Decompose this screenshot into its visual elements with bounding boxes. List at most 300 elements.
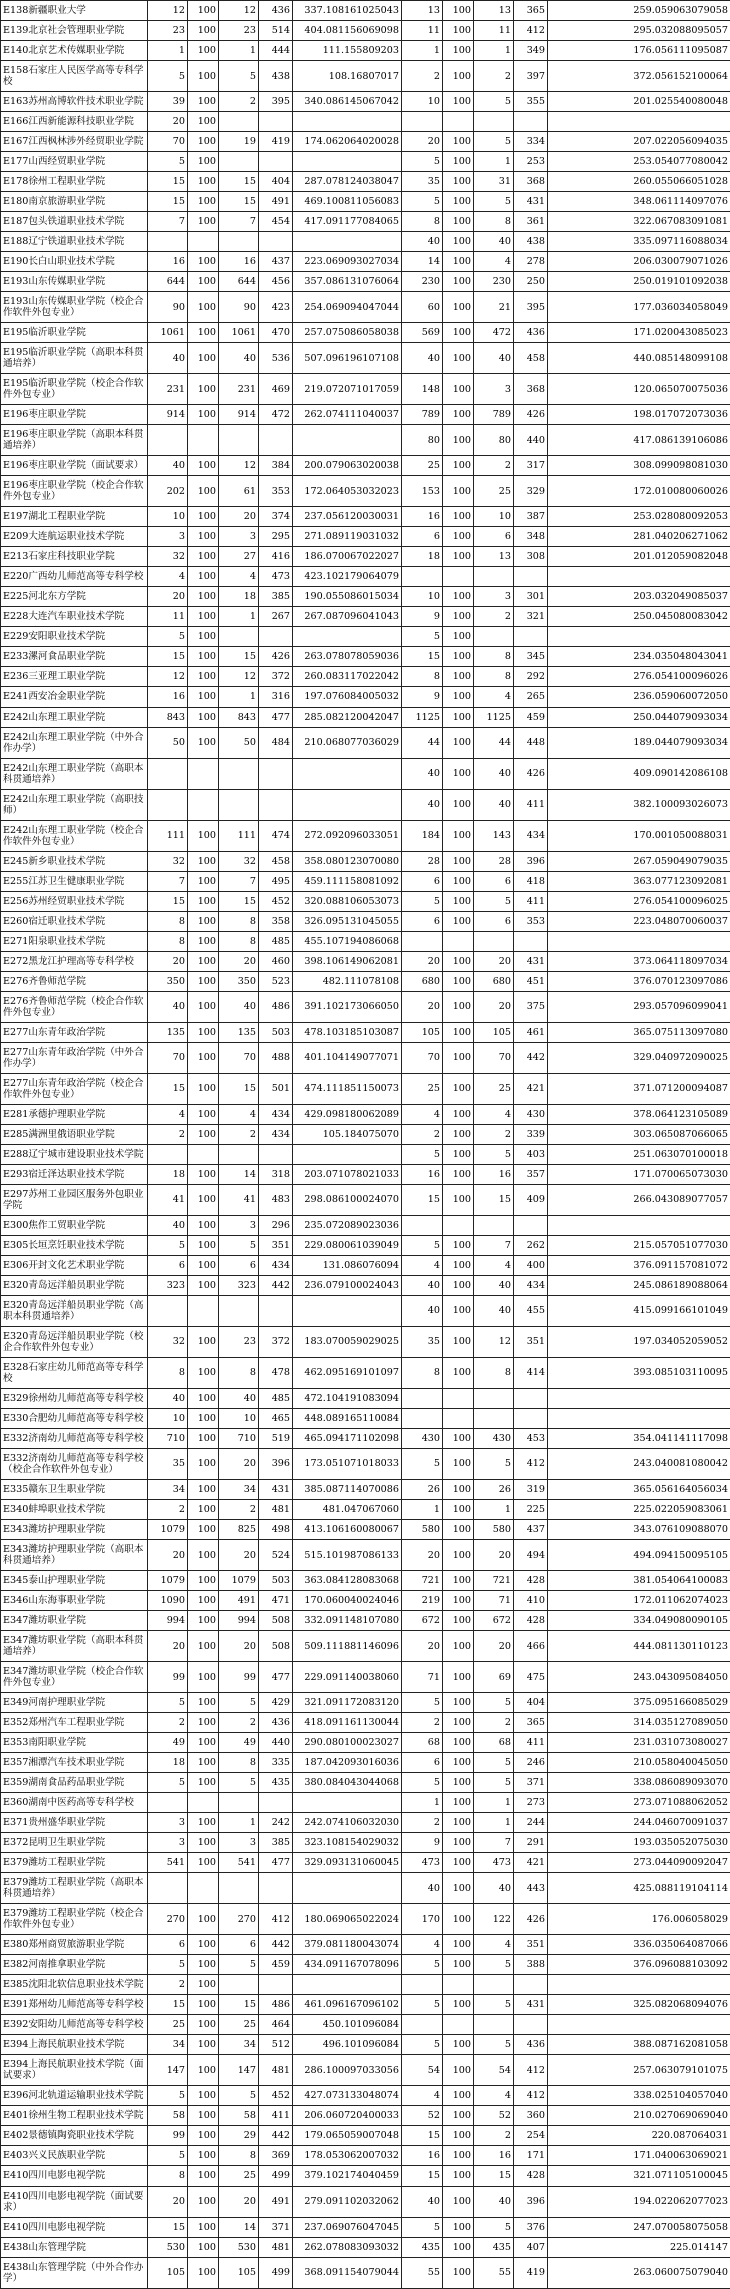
value-cell: 131.086076094: [293, 1255, 402, 1275]
value-cell: 2: [148, 1975, 188, 1995]
school-name-cell: E438山东管理学院（中外合作办学）: [1, 2257, 148, 2288]
value-cell: 2: [474, 456, 514, 476]
value-cell: 351: [514, 1326, 548, 1357]
value-cell: [293, 627, 402, 647]
school-name-cell: E166江西新能源科技职业学院: [1, 112, 148, 132]
value-cell: 28: [474, 851, 514, 871]
value-cell: 1: [474, 152, 514, 172]
value-cell: 237.056120030031: [293, 507, 402, 527]
value-cell: 180.069065022024: [293, 1904, 402, 1935]
value-cell: 153: [402, 476, 443, 507]
value-cell: 229.091140038060: [293, 1662, 402, 1693]
value-cell: 203.032049085037: [548, 587, 730, 607]
school-name-cell: E320青岛远洋船员职业学院: [1, 1275, 148, 1295]
school-name-cell: E197湖北工程职业学院: [1, 507, 148, 527]
table-row: [1, 931, 730, 951]
table-row: [1, 1235, 730, 1255]
value-cell: 507.096196107108: [293, 343, 402, 374]
value-cell: 8: [474, 1357, 514, 1388]
value-cell: 456: [259, 272, 293, 292]
value-cell: 332.091148107080: [293, 1611, 402, 1631]
value-cell: 15: [402, 1184, 443, 1215]
value-cell: 5: [148, 2146, 188, 2166]
value-cell: 407: [514, 2237, 548, 2257]
value-cell: [219, 1793, 259, 1813]
value-cell: 7: [148, 871, 188, 891]
value-cell: 44: [402, 727, 443, 758]
table-row: [1, 2086, 730, 2106]
value-cell: 4: [474, 1935, 514, 1955]
school-name-cell: E225河北东方学院: [1, 587, 148, 607]
table-row: [1, 871, 730, 891]
value-cell: 40: [402, 758, 443, 789]
value-cell: 5: [148, 1955, 188, 1975]
value-cell: 397: [514, 61, 548, 92]
value-cell: 477: [259, 1853, 293, 1873]
value-cell: 320.088106053073: [293, 891, 402, 911]
value-cell: 40: [474, 343, 514, 374]
value-cell: 5: [219, 1693, 259, 1713]
value-cell: 290.080100023027: [293, 1733, 402, 1753]
value-cell: 3: [474, 587, 514, 607]
value-cell: [219, 1975, 259, 1995]
value-cell: 171: [514, 2146, 548, 2166]
school-name-cell: E403兴义民族职业学院: [1, 2146, 148, 2166]
value-cell: 100: [188, 891, 219, 911]
value-cell: [443, 931, 474, 951]
value-cell: 287.078124038047: [293, 172, 402, 192]
value-cell: 100: [443, 1428, 474, 1448]
table-row: [1, 92, 730, 112]
value-cell: 105: [402, 1022, 443, 1042]
value-cell: [188, 232, 219, 252]
value-cell: 426: [514, 1904, 548, 1935]
table-row: [1, 707, 730, 727]
value-cell: 100: [443, 547, 474, 567]
value-cell: 9: [402, 1833, 443, 1853]
school-name-cell: E360湖南中医药高等专科学校: [1, 1793, 148, 1813]
value-cell: 100: [188, 1631, 219, 1662]
value-cell: 436: [259, 1, 293, 21]
value-cell: [259, 152, 293, 172]
value-cell: [443, 1388, 474, 1408]
value-cell: 2: [402, 1124, 443, 1144]
school-name-cell: E394上海民航职业技术学院: [1, 2035, 148, 2055]
value-cell: 365: [514, 1713, 548, 1733]
value-cell: 404: [259, 172, 293, 192]
value-cell: 15: [148, 1995, 188, 2015]
value-cell: 254: [514, 2126, 548, 2146]
value-cell: 5: [474, 891, 514, 911]
value-cell: 100: [443, 1, 474, 21]
value-cell: 5: [219, 2086, 259, 2106]
table-row: [1, 789, 730, 820]
value-cell: 371: [514, 1773, 548, 1793]
value-cell: 5: [219, 1773, 259, 1793]
value-cell: 236.059060072050: [548, 687, 730, 707]
school-name-cell: E392安阳幼儿师范高等专科学校: [1, 2015, 148, 2035]
value-cell: 9: [402, 607, 443, 627]
school-name-cell: E196枣庄职业学院（校企合作软件外包专业）: [1, 476, 148, 507]
value-cell: 6: [219, 1255, 259, 1275]
value-cell: 396: [259, 1448, 293, 1479]
table-row: [1, 1571, 730, 1591]
value-cell: 412: [514, 2086, 548, 2106]
school-name-cell: E300焦作工贸职业学院: [1, 1215, 148, 1235]
value-cell: 371: [259, 2217, 293, 2237]
table-row: [1, 2166, 730, 2186]
value-cell: [402, 931, 443, 951]
school-name-cell: E276齐鲁师范学院: [1, 971, 148, 991]
value-cell: 225.022059083061: [548, 1500, 730, 1520]
table-row: [1, 2055, 730, 2086]
value-cell: 335.097116088034: [548, 232, 730, 252]
value-cell: 100: [188, 1904, 219, 1935]
value-cell: [402, 567, 443, 587]
table-row: [1, 1662, 730, 1693]
value-cell: 100: [443, 1733, 474, 1753]
value-cell: 379.081180043074: [293, 1935, 402, 1955]
value-cell: 3: [219, 527, 259, 547]
value-cell: 444: [259, 41, 293, 61]
value-cell: 100: [443, 871, 474, 891]
value-cell: 23: [219, 1326, 259, 1357]
value-cell: 423: [259, 292, 293, 323]
value-cell: [293, 758, 402, 789]
value-cell: 25: [474, 476, 514, 507]
value-cell: [148, 425, 188, 456]
value-cell: 100: [188, 1215, 219, 1235]
value-cell: 2: [219, 1124, 259, 1144]
table-row: [1, 1813, 730, 1833]
value-cell: 508: [259, 1631, 293, 1662]
table-row: [1, 627, 730, 647]
value-cell: 200.079063020038: [293, 456, 402, 476]
value-cell: 100: [188, 2217, 219, 2237]
value-cell: 8: [219, 911, 259, 931]
value-cell: 498: [259, 1520, 293, 1540]
table-row: [1, 1733, 730, 1753]
value-cell: 376.096088103092: [548, 1955, 730, 1975]
value-cell: 1: [402, 1793, 443, 1813]
value-cell: 329.093131060045: [293, 1853, 402, 1873]
value-cell: 11: [148, 607, 188, 627]
value-cell: 20: [148, 2186, 188, 2217]
table-row: [1, 1873, 730, 1904]
value-cell: 381.054064100083: [548, 1571, 730, 1591]
value-cell: 100: [188, 851, 219, 871]
value-cell: 260.083117022042: [293, 667, 402, 687]
value-cell: 250.045080083042: [548, 607, 730, 627]
value-cell: 6: [474, 911, 514, 931]
value-cell: 100: [188, 374, 219, 405]
school-name-cell: E379潍坊工程职业学院: [1, 1853, 148, 1873]
value-cell: 55: [402, 2257, 443, 2288]
value-cell: 453: [514, 1428, 548, 1448]
value-cell: 499: [259, 2166, 293, 2186]
school-name-cell: E410四川电影电视学院: [1, 2217, 148, 2237]
value-cell: 462.095169101097: [293, 1357, 402, 1388]
value-cell: [259, 1144, 293, 1164]
table-row: [1, 851, 730, 871]
value-cell: 70: [474, 1042, 514, 1073]
value-cell: 172.064053032023: [293, 476, 402, 507]
value-cell: 100: [443, 1235, 474, 1255]
school-name-cell: E242山东理工职业学院（中外合作办学）: [1, 727, 148, 758]
value-cell: 100: [443, 1326, 474, 1357]
value-cell: 1: [474, 1500, 514, 1520]
value-cell: 338.086089093070: [548, 1773, 730, 1793]
value-cell: [219, 789, 259, 820]
value-cell: 100: [443, 1540, 474, 1571]
value-cell: [148, 1144, 188, 1164]
value-cell: 100: [443, 1073, 474, 1104]
table-row: [1, 2126, 730, 2146]
value-cell: [293, 152, 402, 172]
value-cell: 13: [474, 547, 514, 567]
value-cell: 5: [474, 1693, 514, 1713]
value-cell: 71: [474, 1591, 514, 1611]
value-cell: 474: [259, 820, 293, 851]
value-cell: 440.085148099108: [548, 343, 730, 374]
school-name-cell: E385沈阳北软信息职业技术学院: [1, 1975, 148, 1995]
value-cell: 100: [443, 1611, 474, 1631]
value-cell: 189.044079093034: [548, 727, 730, 758]
value-cell: 100: [188, 2035, 219, 2055]
value-cell: [474, 1408, 514, 1428]
school-name-cell: E372昆明卫生职业学院: [1, 1833, 148, 1853]
value-cell: 100: [443, 2166, 474, 2186]
table-row: [1, 1022, 730, 1042]
value-cell: 412: [514, 2055, 548, 2086]
value-cell: 18: [219, 587, 259, 607]
value-cell: 580: [402, 1520, 443, 1540]
value-cell: 477: [259, 707, 293, 727]
value-cell: 40: [474, 232, 514, 252]
value-cell: 25: [474, 1073, 514, 1104]
value-cell: 15: [148, 2217, 188, 2237]
value-cell: 100: [443, 2146, 474, 2166]
value-cell: [474, 567, 514, 587]
value-cell: 452: [259, 891, 293, 911]
table-row: [1, 1480, 730, 1500]
table-row: [1, 1184, 730, 1215]
value-cell: 100: [188, 476, 219, 507]
value-cell: 281.040206271062: [548, 527, 730, 547]
value-cell: 5: [474, 1448, 514, 1479]
value-cell: 100: [188, 1662, 219, 1693]
table-row: [1, 2035, 730, 2055]
value-cell: 230: [474, 272, 514, 292]
value-cell: 412: [259, 1904, 293, 1935]
value-cell: 458: [514, 343, 548, 374]
value-cell: 503: [259, 1022, 293, 1042]
value-cell: 7: [474, 1833, 514, 1853]
value-cell: 170: [402, 1904, 443, 1935]
value-cell: 16: [402, 507, 443, 527]
value-cell: 303.065087066065: [548, 1124, 730, 1144]
value-cell: 100: [443, 1295, 474, 1326]
value-cell: 379.102174040459: [293, 2166, 402, 2186]
value-cell: 108.16807017: [293, 61, 402, 92]
value-cell: 100: [188, 1975, 219, 1995]
value-cell: 100: [443, 1853, 474, 1873]
value-cell: 16: [402, 1164, 443, 1184]
school-name-cell: E396河北轨道运输职业技术学院: [1, 2086, 148, 2106]
value-cell: 100: [443, 1773, 474, 1793]
value-cell: 100: [443, 667, 474, 687]
value-cell: 20: [474, 1631, 514, 1662]
value-cell: 171.020043085023: [548, 323, 730, 343]
value-cell: 1: [219, 687, 259, 707]
value-cell: 426: [259, 647, 293, 667]
value-cell: 15: [219, 647, 259, 667]
table-row: [1, 1693, 730, 1713]
value-cell: 361: [514, 212, 548, 232]
value-cell: 100: [443, 425, 474, 456]
value-cell: 80: [402, 425, 443, 456]
table-row: [1, 687, 730, 707]
school-name-cell: E347潍坊职业学院（校企合作软件外包专业）: [1, 1662, 148, 1693]
value-cell: 100: [443, 1164, 474, 1184]
value-cell: 419: [259, 132, 293, 152]
value-cell: 350: [148, 971, 188, 991]
value-cell: 15: [402, 2166, 443, 2186]
table-row: [1, 1853, 730, 1873]
school-name-cell: E213石家庄科技职业学院: [1, 547, 148, 567]
value-cell: 334.049080090105: [548, 1611, 730, 1631]
value-cell: 100: [443, 456, 474, 476]
table-row: [1, 61, 730, 92]
value-cell: 5: [474, 132, 514, 152]
value-cell: 4: [219, 567, 259, 587]
table-row: [1, 1408, 730, 1428]
value-cell: 100: [188, 567, 219, 587]
value-cell: 20: [148, 1631, 188, 1662]
value-cell: [148, 1793, 188, 1813]
value-cell: 5: [402, 1995, 443, 2015]
value-cell: 100: [443, 2186, 474, 2217]
value-cell: 325.082068094076: [548, 1995, 730, 2015]
school-name-cell: E328石家庄幼儿师范高等专科学校: [1, 1357, 148, 1388]
school-name-cell: E306开封文化艺术职业学院: [1, 1255, 148, 1275]
value-cell: 41: [219, 1184, 259, 1215]
value-cell: 25: [219, 2166, 259, 2186]
value-cell: 400: [514, 1255, 548, 1275]
value-cell: 28: [402, 851, 443, 871]
school-name-cell: E272黑龙江护理高等专科学校: [1, 951, 148, 971]
value-cell: 100: [443, 1813, 474, 1833]
value-cell: 105.184075070: [293, 1124, 402, 1144]
value-cell: 100: [443, 2086, 474, 2106]
school-name-cell: E242山东理工职业学院（校企合作软件外包专业）: [1, 820, 148, 851]
value-cell: 1090: [148, 1591, 188, 1611]
value-cell: 286.100097033056: [293, 2055, 402, 2086]
value-cell: 100: [443, 758, 474, 789]
value-cell: 710: [219, 1428, 259, 1448]
value-cell: 580: [474, 1520, 514, 1540]
value-cell: 378.064123105089: [548, 1104, 730, 1124]
value-cell: 435: [474, 2237, 514, 2257]
table-row: [1, 476, 730, 507]
school-name-cell: E178徐州工程职业学院: [1, 172, 148, 192]
table-row: [1, 323, 730, 343]
value-cell: [148, 1873, 188, 1904]
school-name-cell: E196枣庄职业学院（高职本科贯通培养）: [1, 425, 148, 456]
value-cell: 482.111078108: [293, 971, 402, 991]
value-cell: 231.031073080027: [548, 1733, 730, 1753]
value-cell: 365.075113097080: [548, 1022, 730, 1042]
value-cell: 5: [402, 2035, 443, 2055]
school-name-cell: E193山东传媒职业学院: [1, 272, 148, 292]
value-cell: 417.091177084065: [293, 212, 402, 232]
value-cell: 353: [259, 476, 293, 507]
value-cell: 436: [514, 2035, 548, 2055]
value-cell: 458: [259, 851, 293, 871]
value-cell: 173.051071018033: [293, 1448, 402, 1479]
value-cell: 100: [443, 2217, 474, 2237]
table-row: [1, 192, 730, 212]
value-cell: 176.006058029: [548, 1904, 730, 1935]
value-cell: 6: [402, 911, 443, 931]
value-cell: 40: [219, 343, 259, 374]
value-cell: 452: [259, 2086, 293, 2106]
value-cell: 245.086189088064: [548, 1275, 730, 1295]
value-cell: 326.095131045055: [293, 911, 402, 931]
value-cell: 434: [259, 1124, 293, 1144]
table-row: [1, 1904, 730, 1935]
value-cell: 174.062064020028: [293, 132, 402, 152]
value-cell: [219, 627, 259, 647]
value-cell: [188, 1873, 219, 1904]
value-cell: 454: [259, 212, 293, 232]
value-cell: 6: [402, 1753, 443, 1773]
value-cell: 242: [259, 1813, 293, 1833]
table-row: [1, 1833, 730, 1853]
table-row: [1, 1631, 730, 1662]
value-cell: 285.082120042047: [293, 707, 402, 727]
value-cell: 267: [259, 607, 293, 627]
value-cell: 23: [219, 21, 259, 41]
value-cell: 198.017072073036: [548, 405, 730, 425]
value-cell: 4: [474, 252, 514, 272]
value-cell: 435: [259, 1773, 293, 1793]
value-cell: 40: [148, 343, 188, 374]
value-cell: 2: [474, 1124, 514, 1144]
value-cell: 100: [188, 1357, 219, 1388]
value-cell: 100: [443, 1022, 474, 1042]
school-name-cell: E410四川电影电视学院（面试要求）: [1, 2186, 148, 2217]
school-name-cell: E196枣庄职业学院（面试要求）: [1, 456, 148, 476]
value-cell: 71: [402, 1662, 443, 1693]
value-cell: 409: [514, 1184, 548, 1215]
value-cell: 111: [148, 820, 188, 851]
value-cell: 721: [402, 1571, 443, 1591]
value-cell: 298.086100024070: [293, 1184, 402, 1215]
school-name-cell: E281承德护理职业学院: [1, 1104, 148, 1124]
table-row: [1, 647, 730, 667]
value-cell: 100: [188, 647, 219, 667]
value-cell: 8: [219, 2146, 259, 2166]
value-cell: 401.104149077071: [293, 1042, 402, 1073]
value-cell: 491: [219, 1591, 259, 1611]
value-cell: 371.071200094087: [548, 1073, 730, 1104]
value-cell: 100: [188, 2106, 219, 2126]
value-cell: 360: [514, 2106, 548, 2126]
school-name-cell: E332济南幼儿师范高等专科学校（校企合作软件外包专业）: [1, 1448, 148, 1479]
value-cell: 5: [148, 61, 188, 92]
value-cell: 100: [443, 41, 474, 61]
